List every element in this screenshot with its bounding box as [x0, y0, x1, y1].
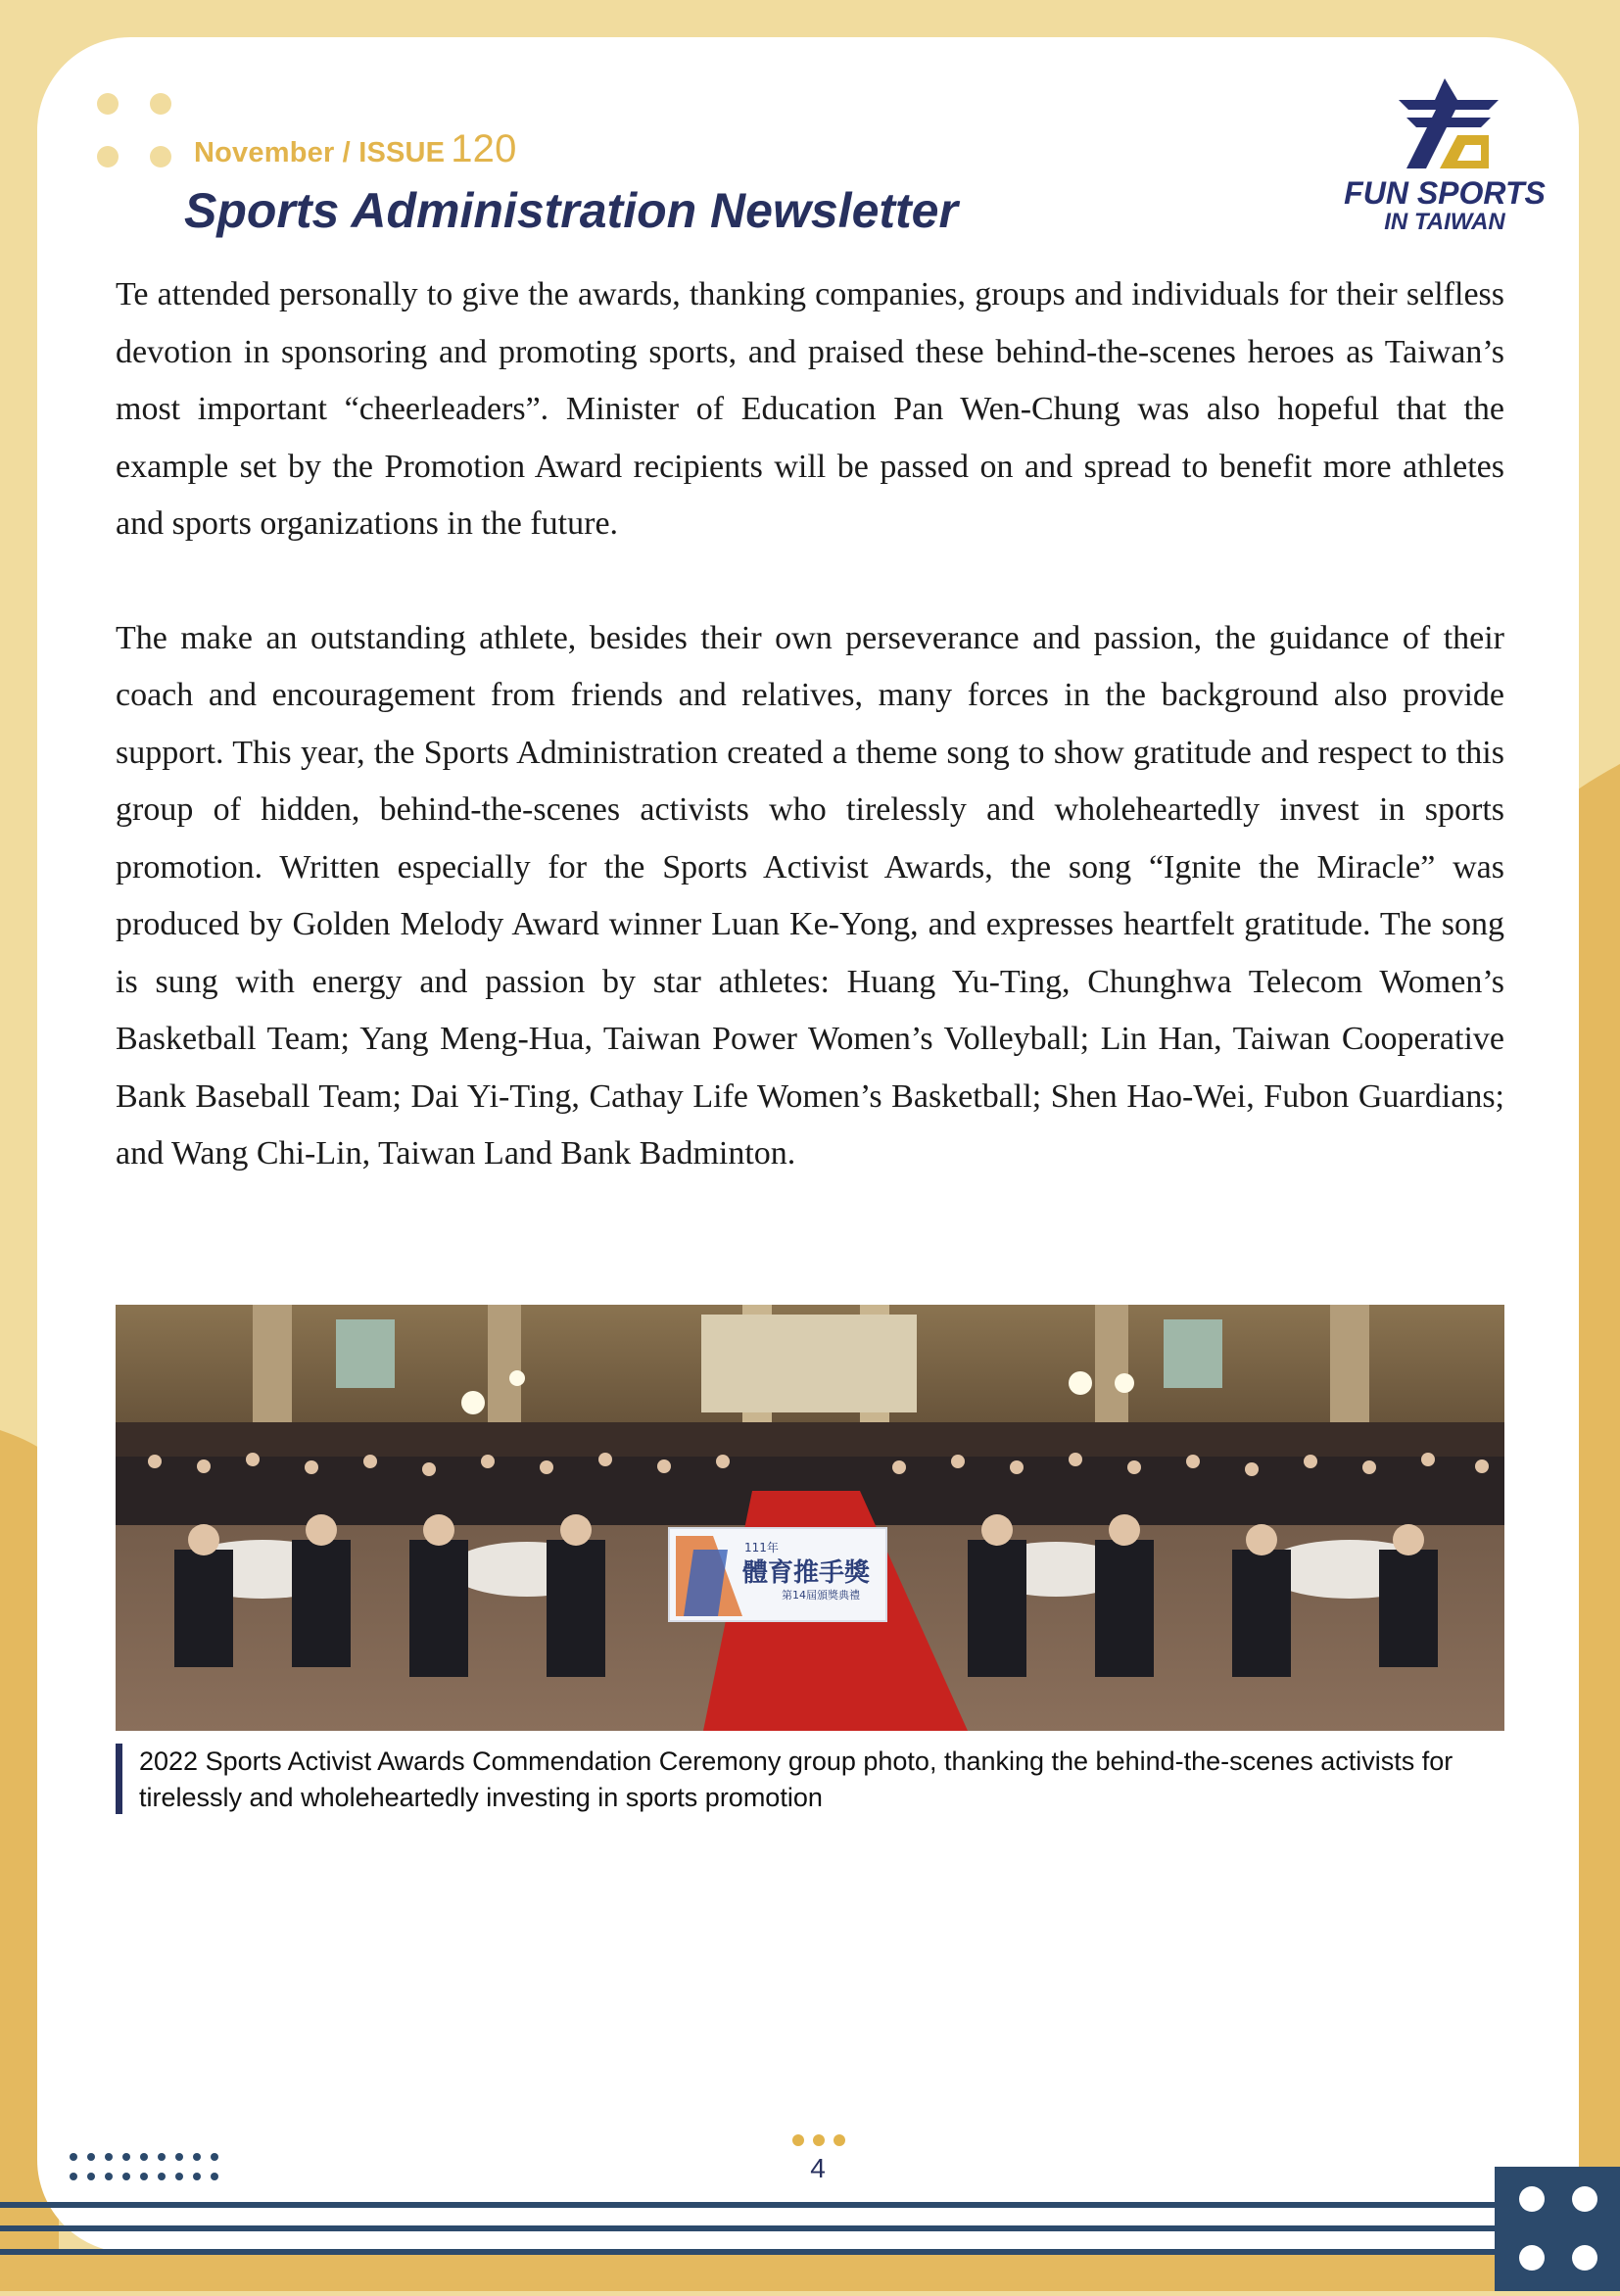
award-banner	[669, 1528, 886, 1621]
ceremony-group-photo	[116, 1305, 1504, 1731]
article-body	[116, 266, 1504, 1240]
ceremony-photo-illustration	[116, 1305, 1504, 1731]
banner-subtitle: 第14屆頒獎典禮	[782, 1589, 860, 1602]
issue-number: 120	[451, 127, 517, 170]
banner-year: 111年	[744, 1541, 779, 1555]
banner-title: 體育推手獎	[742, 1558, 871, 1588]
issue-text: November / ISSUE	[194, 137, 446, 168]
corner-dots-box	[1495, 2167, 1620, 2291]
issue-label	[194, 127, 517, 176]
fun-sports-taiwan-logo	[1342, 74, 1548, 241]
corner-dots-icon	[1495, 2167, 1620, 2291]
footer-dots-decoration	[69, 2151, 225, 2186]
page-number: 4	[810, 2153, 826, 2183]
footer-lines-decoration	[0, 2198, 1499, 2257]
article-paragraph-1: Te attended personally to give the awards, thanking companies, groups and individuals for their selfless devotion in sponsoring and promoting sports, and praised these behind-the-scenes heroes as Taiwan’s most important “cheerleaders”. Minister of Education Pan Wen-Chung was also hopeful that the example set by the Promotion Award recipients will be passed on and spread to benefit more athletes and sports organizations in the future.	[116, 276, 1504, 542]
header-dots-decoration	[94, 92, 182, 170]
logo-text-line2: IN TAIWAN	[1384, 209, 1505, 235]
photo-caption: 2022 Sports Activist Awards Commendation Ceremony group photo, thanking the behind-the-scenes activists for tirelessly and wholeheartedly investing in sports promotion	[116, 1744, 1504, 1814]
article-paragraph-2: The make an outstanding athlete, besides their own perseverance and passion, the guidance of their coach and encouragement from friends and relatives, many forces in the background also provide support. This year, the Sports Administration created a theme song to show gratitude and respect to this group of hidden, behind-the-scenes activists who tirelessly and wholeheartedly invest in sports promotion. Written especially for the Sports Activist Awards, the song “Ignite the Miracle” was produced by Golden Melody Award winner Luan Ke-Yong, and expresses heartfelt gratitude. The song is sung with energy and passion by star athletes: Huang Yu-Ting, Chunghwa Telecom Women’s Basketball Team; Yang Meng-Hua, Taiwan Power Women’s Volleyball; Lin Han, Taiwan Cooperative Bank Baseball Team; Dai Yi-Ting, Cathay Life Women’s Basketball; Shen Hao-Wei, Fubon Guardians; and Wang Chi-Lin, Taiwan Land Bank Badminton.	[116, 619, 1504, 1172]
newsletter-title: Sports Administration Newsletter	[184, 183, 958, 238]
logo-text-line1: FUN SPORTS	[1344, 175, 1546, 211]
star-runner-icon	[1399, 78, 1499, 168]
page-number-dots	[791, 2133, 846, 2147]
